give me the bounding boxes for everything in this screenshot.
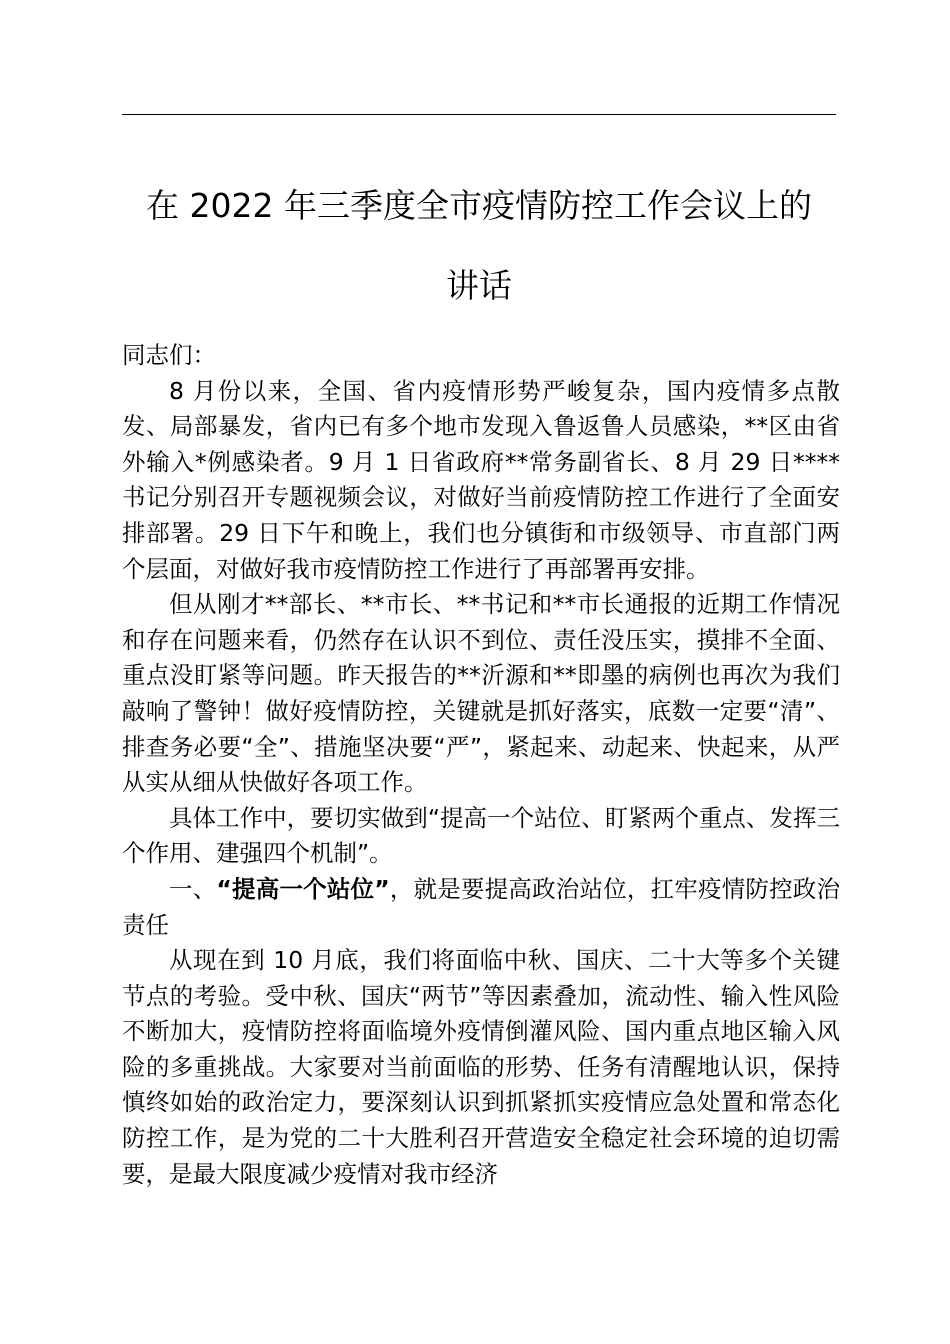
section-heading-lead: “提高一个站位” bbox=[216, 874, 390, 903]
header-rule bbox=[122, 114, 836, 115]
paragraph-2: 但从刚才**部长、**市长、**书记和**市长通报的近期工作情况和存在问题来看，仍然存在认识不到位、责任没压实，摸排不全面、重点没盯紧等问题。昨天报告的**沂源和**即墨的病例也再次为我们敲响了警钟！做好疫情防控，关键就是抓好落实，底数一定要“清”、排查务必要“全”、措施坚决要“严”，紧起来、动起来、快起来，从严从实从细从快做好各项工作。 bbox=[122, 590, 840, 797]
section-heading-rest: ，就是要提高政治站位，扛牢疫情防控政治责任 bbox=[122, 874, 841, 939]
salutation: 同志们： bbox=[122, 341, 216, 369]
paragraph-4: 从现在到 10 月底，我们将面临中秋、国庆、二十大等多个关键节点的考验。受中秋、国庆“两节”等因素叠加，流动性、输入性风险不断加大，疫情防控将面临境外疫情倒灌风险、国内重点地区输入风险的多重挑战。大家要对当前面临的形势、任务有清醒地认识，保持慎终如始的政治定力，要深刻认识到抓紧抓实疫情应急处置和常态化防控工作，是为党的二十大胜利召开营造安全稳定社会环境的迫切需要，是最大限度减少疫情对我市经济 bbox=[122, 946, 840, 1188]
title-line-2: 讲话 bbox=[446, 266, 512, 305]
section-heading-prefix: 一、 bbox=[169, 874, 217, 903]
paragraph-1: 8 月份以来，全国、省内疫情形势严峻复杂，国内疫情多点散发、局部暴发，省内已有多个地市发现入鲁返鲁人员感染，**区由省外输入*例感染者。9 月 1 日省政府**常务副省长、8 月 29 日****书记分别召开专题视频会议，对做好当前疫情防控工作进行了全面安排部署。29 日下午和晚上，我们也分镇街和市级领导、市直部门两个层面，对做好我市疫情防控工作进行了再部署再安排。 bbox=[122, 376, 840, 583]
paragraph-3: 具体工作中，要切实做到“提高一个站位、盯紧两个重点、发挥三个作用、建强四个机制”。 bbox=[122, 803, 840, 868]
document-body bbox=[122, 338, 840, 1192]
document-title bbox=[100, 166, 858, 326]
title-line-1: 在 2022 年三季度全市疫情防控工作会议上的 bbox=[146, 186, 812, 225]
section-heading-1 bbox=[122, 872, 840, 943]
